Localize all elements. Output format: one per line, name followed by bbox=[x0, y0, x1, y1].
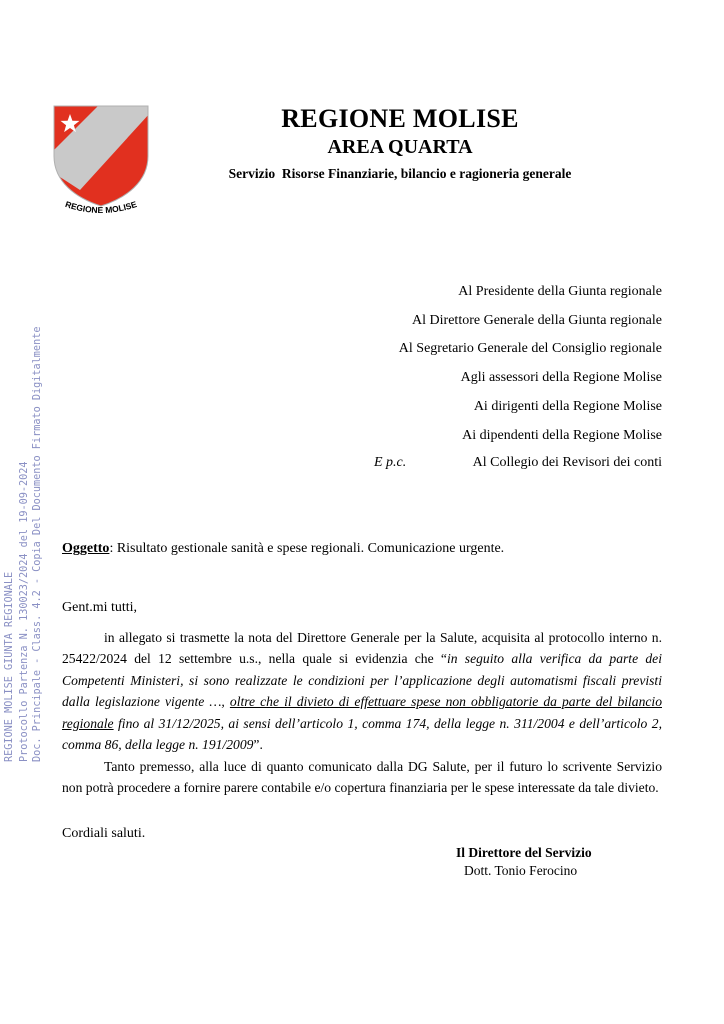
area-title: AREA QUARTA bbox=[327, 136, 473, 158]
subject-text: : Risultato gestionale sanità e spese regionali. Comunicazione urgente. bbox=[109, 541, 505, 556]
recipient-5: Ai dirigenti della Regione Molise bbox=[473, 399, 662, 414]
closing: Cordiali saluti. bbox=[62, 826, 146, 841]
recipient-6: Ai dipendenti della Regione Molise bbox=[462, 428, 662, 443]
p1-intro: in allegato si trasmette la nota del Direttore Generale per la Salute, acquisita al protocollo interno n. 25422/2024 del 12 settembre u.s., nella quale si evidenzia che “ bbox=[62, 630, 662, 667]
stamp-line-1: REGIONE MOLISE GIUNTA REGIONALE bbox=[4, 571, 15, 762]
recipient-7: Al Collegio dei Revisori dei conti bbox=[472, 455, 662, 470]
body-paragraph-1 bbox=[62, 627, 662, 755]
signature-name: Dott. Tonio Ferocino bbox=[464, 863, 578, 878]
recipient-4: Agli assessori della Regione Molise bbox=[460, 370, 662, 385]
regione-molise-logo bbox=[50, 104, 152, 220]
greeting: Gent.mi tutti, bbox=[62, 600, 138, 615]
stamp-line-3: Doc. Principale - Class. 4.2 - Copia Del Documento Firmato Digitalmente bbox=[32, 326, 43, 762]
p1-close: ”. bbox=[253, 737, 263, 753]
logo-text: REGIONE MOLISE bbox=[63, 198, 139, 216]
signature-role: Il Direttore del Servizio bbox=[456, 845, 592, 860]
p1-quote-end: fino al 31/12/2025, ai sensi dell’articolo 1, comma 174, della legge n. 311/2004 e dell’articolo 2, comma 86, della legge n. 191/2009 bbox=[62, 715, 662, 753]
epc-label: E p.c. bbox=[374, 455, 407, 470]
subject-label: Oggetto bbox=[62, 541, 110, 556]
p2-text: Tanto premesso, alla luce di quanto comunicato dalla DG Salute, per il futuro lo scrivente Servizio non potrà procedere a fornire parere contabile e/o copertura finanziaria per le spese interessate da tale divieto. bbox=[62, 759, 662, 796]
p1-quote-underlined: oltre che il divieto di effettuare spese non obbligatorie da parte del bilancio regionale bbox=[62, 694, 662, 731]
service-name: Servizio Risorse Finanziarie, bilancio e ragioneria generale bbox=[228, 166, 572, 181]
p1-quote: in seguito alla verifica da parte dei Competenti Ministeri, si sono realizzate le condizioni per l’applicazione degli automatismi fiscali previsti dalla legislazione vigente …, bbox=[62, 651, 662, 710]
protocol-stamp bbox=[0, 250, 46, 770]
recipient-1: Al Presidente della Giunta regionale bbox=[458, 284, 662, 299]
subject-line bbox=[62, 541, 504, 557]
page-title: REGIONE MOLISE bbox=[281, 104, 519, 133]
recipient-2: Al Direttore Generale della Giunta regionale bbox=[412, 313, 662, 328]
stamp-line-2: Protocollo Partenza N. 130023/2024 del 19-09-2024 bbox=[19, 461, 30, 762]
body-paragraph-2 bbox=[62, 756, 662, 799]
recipient-3: Al Segretario Generale del Consiglio regionale bbox=[398, 341, 662, 356]
